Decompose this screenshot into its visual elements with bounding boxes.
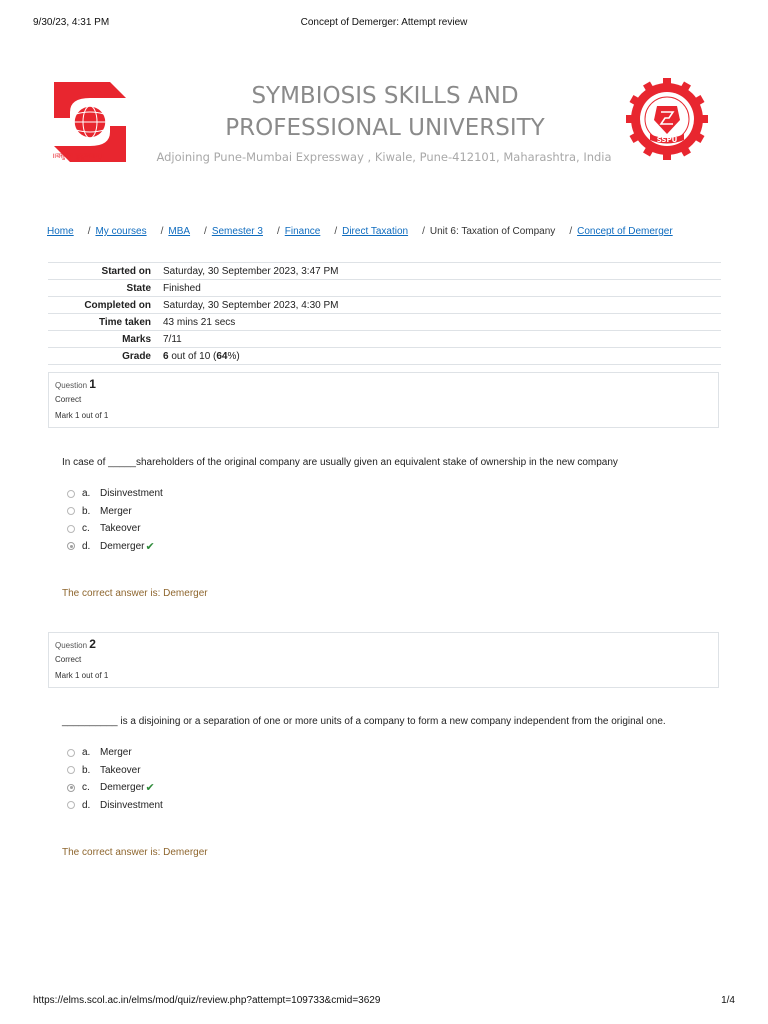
- summary-row-state: [48, 280, 721, 297]
- breadcrumb-unit: Unit 6: Taxation of Company: [429, 226, 556, 237]
- state-label: State: [48, 280, 157, 297]
- question-number: Question 2: [55, 637, 96, 651]
- summary-row-grade: [48, 348, 721, 365]
- completed-label: Completed on: [48, 297, 157, 314]
- university-name-line1: SYMBIOSIS SKILLS AND: [251, 83, 519, 109]
- grade-pct-suffix: %): [227, 350, 240, 362]
- radio-button[interactable]: [67, 749, 75, 757]
- check-icon: ✔: [145, 782, 155, 795]
- breadcrumb-mba[interactable]: MBA: [168, 226, 191, 237]
- question-number: Question 1: [55, 377, 96, 391]
- print-footer: [33, 995, 735, 1006]
- breadcrumb-semester[interactable]: Semester 3: [211, 226, 263, 237]
- answer-option[interactable]: b. Takeover: [67, 762, 163, 780]
- grade-value: [157, 348, 721, 365]
- radio-button[interactable]: [67, 801, 75, 809]
- breadcrumb-direct-taxation[interactable]: Direct Taxation: [342, 226, 409, 237]
- marks-label: Marks: [48, 331, 157, 348]
- radio-button[interactable]: [67, 766, 75, 774]
- question-1-feedback: The correct answer is: Demerger: [62, 588, 208, 599]
- radio-button-selected[interactable]: [67, 542, 75, 550]
- radio-button[interactable]: [67, 490, 75, 498]
- university-name-line2: PROFESSIONAL UNIVERSITY: [225, 115, 545, 141]
- answer-option[interactable]: d. Disinvestment: [67, 797, 163, 815]
- page-url: https://elms.scol.ac.in/elms/mod/quiz/review.php?attempt=109733&cmid=3629: [33, 995, 381, 1006]
- breadcrumb-home[interactable]: Home: [47, 226, 74, 237]
- check-icon: ✔: [145, 540, 155, 553]
- answer-option[interactable]: c. Takeover: [67, 520, 163, 538]
- state-value: Finished: [157, 280, 721, 297]
- question-grade: Mark 1 out of 1: [55, 671, 109, 680]
- answer-option[interactable]: a. Merger: [67, 744, 163, 762]
- grade-label: Grade: [48, 348, 157, 365]
- radio-button[interactable]: [67, 525, 75, 533]
- breadcrumb-concept-of-demerger[interactable]: Concept of Demerger: [577, 226, 673, 237]
- answer-option-selected[interactable]: d. Demerger ✔: [67, 538, 163, 556]
- summary-row-time: [48, 314, 721, 331]
- question-state: Correct: [55, 395, 82, 404]
- breadcrumb-my-courses[interactable]: My courses: [95, 226, 147, 237]
- grade-percent: 64: [216, 350, 228, 362]
- radio-button[interactable]: [67, 507, 75, 515]
- page-number: 1/4: [721, 995, 735, 1006]
- print-page-title: Concept of Demerger: Attempt review: [300, 17, 468, 28]
- question-2-text: __________ is a disjoining or a separation of one or more units of a company to form a new company independent from the original one.: [62, 716, 666, 727]
- started-label: Started on: [48, 263, 157, 280]
- print-header: [33, 17, 735, 31]
- answer-option-selected[interactable]: c. Demerger ✔: [67, 779, 163, 797]
- question-grade: Mark 1 out of 1: [55, 411, 109, 420]
- question-1-info: [48, 372, 719, 428]
- seal-text: SSPU: [656, 136, 678, 144]
- university-address: Adjoining Pune-Mumbai Expressway , Kiwale, Pune-412101, Maharashtra, India: [156, 150, 612, 164]
- marks-value: 7/11: [157, 331, 721, 348]
- question-state: Correct: [55, 655, 82, 664]
- summary-row-completed: [48, 297, 721, 314]
- grade-score: 6: [163, 350, 169, 362]
- university-seal-icon: [624, 76, 710, 162]
- summary-row-started: [48, 263, 721, 280]
- question-1-answers: [67, 485, 163, 555]
- summary-row-marks: [48, 331, 721, 348]
- university-name: [180, 80, 590, 144]
- breadcrumb: Home / My courses / MBA / Semester 3 / Finance / Direct Taxation / Unit 6: Taxation of Company / Concept of Demerger: [47, 226, 673, 237]
- completed-value: Saturday, 30 September 2023, 4:30 PM: [157, 297, 721, 314]
- question-2-answers: [67, 744, 163, 814]
- attempt-summary-table: [48, 262, 721, 365]
- question-1-text: In case of _____shareholders of the original company are usually given an equivalent stake of ownership in the new company: [62, 457, 618, 468]
- answer-option[interactable]: b. Merger: [67, 503, 163, 521]
- university-logo-icon: [52, 78, 128, 166]
- print-date: 9/30/23, 4:31 PM: [33, 17, 110, 28]
- started-value: Saturday, 30 September 2023, 3:47 PM: [157, 263, 721, 280]
- question-2-info: [48, 632, 719, 688]
- grade-out-of: out of 10 (: [168, 350, 217, 362]
- question-2-feedback: The correct answer is: Demerger: [62, 847, 208, 858]
- radio-button-selected[interactable]: [67, 784, 75, 792]
- logo-motto: ॥वसुधैव कुटुम्बकम्॥: [52, 152, 105, 160]
- time-taken-label: Time taken: [48, 314, 157, 331]
- time-taken-value: 43 mins 21 secs: [157, 314, 721, 331]
- breadcrumb-finance[interactable]: Finance: [284, 226, 321, 237]
- answer-option[interactable]: a. Disinvestment: [67, 485, 163, 503]
